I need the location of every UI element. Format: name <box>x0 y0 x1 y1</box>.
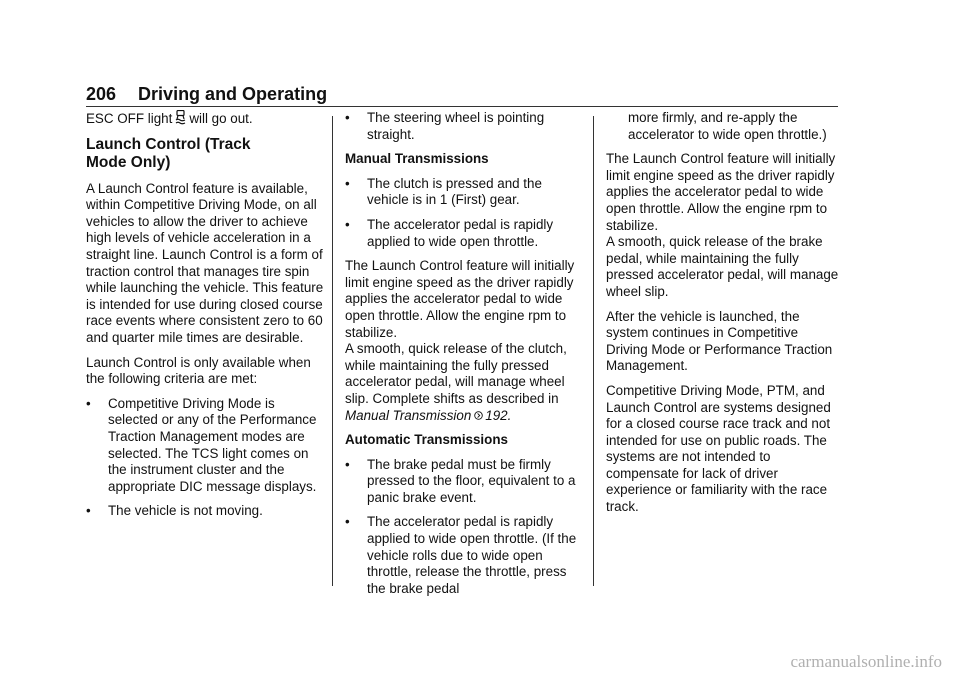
manual-transmission-page: 192. <box>485 407 512 423</box>
header-rule <box>86 106 838 107</box>
esc-off-text-pre: ESC OFF light <box>86 111 173 126</box>
page-number: 206 <box>86 84 117 104</box>
list-item-text: The steering wheel is pointing straight. <box>367 110 545 142</box>
list-item <box>345 514 581 597</box>
list-item <box>86 396 324 496</box>
auto-paragraph-2: A smooth, quick release of the brake pedal, while maintaining the fully pressed accelerator pedal, will manage wheel slip. <box>606 234 839 299</box>
esc-off-icon <box>175 110 186 125</box>
manual-paragraph-1: The Launch Control feature will initially limit engine speed as the driver rapidly applies the accelerator pedal to wide open throttle. Allow the engine rpm to stabilize. <box>345 258 575 340</box>
esc-off-text-post: will go out. <box>189 111 253 126</box>
page-reference-arrow-icon <box>474 411 483 420</box>
bullet-marker: • <box>345 456 350 472</box>
page-title: Driving and Operating <box>138 84 328 104</box>
intro-paragraph: A Launch Control feature is available, within Competitive Driving Mode, on all vehicles to allow the driver to achieve high levels of vehicle acceleration in a straight line. Launch Control is a form of traction control that manages tire spin while launching the vehicle. This feature is intended for use during closed course race events where consistent zero to 60 and quarter mile times are desirable. <box>86 180 324 345</box>
list-item <box>345 457 581 507</box>
column-divider-2 <box>593 116 594 586</box>
manual-paragraph-2 <box>345 341 581 424</box>
bullet-marker: • <box>86 395 91 411</box>
subheading-manual-transmissions: Manual Transmissions <box>345 151 489 167</box>
list-item-text: The clutch is pressed and the vehicle is in 1 (First) gear. <box>367 175 542 208</box>
column-1 <box>86 110 324 528</box>
section-heading-launch-control <box>86 136 324 172</box>
manual-transmission-link-text: Manual Transmission <box>345 407 472 423</box>
list-item-text: Competitive Driving Mode is selected or any of the Performance Traction Management modes are selected. The TCS light comes on the instrument cluster and the appropriate DIC message displays. <box>108 395 317 494</box>
bullet-marker: • <box>345 110 350 125</box>
column-divider-1 <box>332 116 333 586</box>
auto-paragraph-1: The Launch Control feature will initially limit engine speed as the driver rapidly applies the accelerator pedal to wide open throttle. Allow the engine rpm to stabilize. <box>606 151 836 233</box>
list-item-text: The vehicle is not moving. <box>108 503 263 519</box>
bullet-marker: • <box>345 175 350 191</box>
ptm-paragraph: Competitive Driving Mode, PTM, and Launch Control are systems designed for a closed course race track and not intended for use on public roads. The systems are not intended to compensate for lack of driver experience or familiarity with the race track. <box>606 382 831 515</box>
bullet-marker: • <box>345 514 350 530</box>
esc-off-paragraph <box>86 110 324 128</box>
list-item <box>86 503 324 520</box>
list-item-continuation: more firmly, and re-apply the accelerator to wide open throttle.) <box>628 110 827 142</box>
list-item-text: The accelerator pedal is rapidly applied to wide open throttle. <box>367 216 554 249</box>
list-item-text: The accelerator pedal is rapidly applied to wide open throttle. (If the vehicle rolls due to wide open throttle, release the throttle, press the brake pedal <box>367 514 577 596</box>
watermark: carmanualsonline.info <box>790 652 942 671</box>
column-2 <box>345 110 581 605</box>
section-heading-line-1: Launch Control (Track <box>86 135 251 153</box>
list-item <box>345 110 581 143</box>
list-item <box>345 217 581 250</box>
section-heading-line-2: Mode Only) <box>86 153 171 171</box>
subheading-automatic-transmissions: Automatic Transmissions <box>345 432 508 448</box>
manual-paragraph-2-text: A smooth, quick release of the clutch, while maintaining the fully pressed accelerator pedal, will manage wheel slip. Complete shifts as described in <box>345 341 567 406</box>
list-item <box>345 176 581 209</box>
page-header <box>86 82 327 106</box>
column-3 <box>606 110 842 524</box>
after-launch-paragraph: After the vehicle is launched, the system continues in Competitive Driving Mode or Performance Traction Management. <box>606 308 833 374</box>
list-item-text: The brake pedal must be firmly pressed to the floor, equivalent to a panic brake event. <box>367 456 576 505</box>
criteria-paragraph: Launch Control is only available when the following criteria are met: <box>86 354 311 387</box>
bullet-marker: • <box>86 503 91 519</box>
manual-transmission-link[interactable] <box>345 408 511 423</box>
bullet-marker: • <box>345 216 350 232</box>
